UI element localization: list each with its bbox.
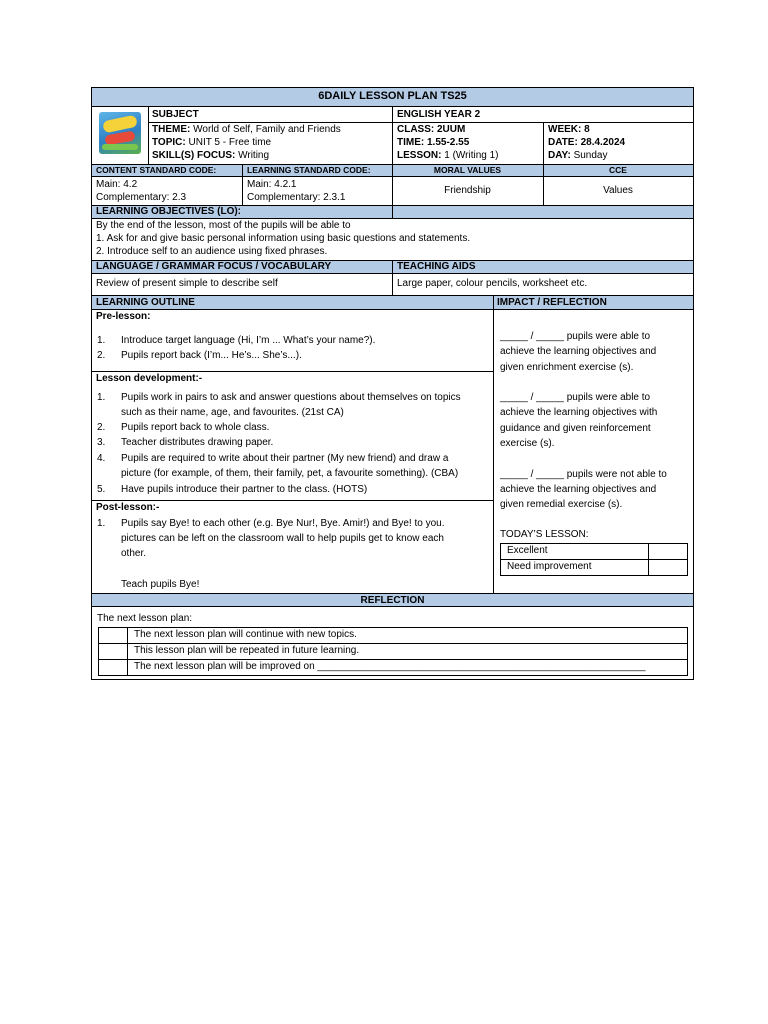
objectives-label: LEARNING OBJECTIVES (LO): xyxy=(96,206,242,217)
rating-excellent-checkbox[interactable] xyxy=(649,544,687,559)
learning-outline-label: LEARNING OUTLINE xyxy=(96,297,195,308)
post-lesson-label: Post-lesson:- xyxy=(96,502,160,513)
subject-value: ENGLISH YEAR 2 xyxy=(397,109,481,120)
objective-line: 1. Ask for and give basic personal information using basic questions and statements. xyxy=(96,233,471,244)
topic-line: TOPIC: UNIT 5 - Free time xyxy=(152,137,272,148)
list-item: Pupils report back to whole class. xyxy=(121,422,270,433)
rating-need-improvement: Need improvement xyxy=(507,561,592,572)
impact-reflection-label: IMPACT / REFLECTION xyxy=(497,297,607,308)
list-item: Teacher distributes drawing paper. xyxy=(121,437,274,448)
reflection-option: The next lesson plan will continue with new topics. xyxy=(134,629,357,640)
content-main: Main: 4.2 xyxy=(96,179,138,190)
reflection-option-checkbox[interactable] xyxy=(99,644,127,659)
content-standard-label: CONTENT STANDARD CODE: xyxy=(96,165,217,175)
content-complementary: Complementary: 2.3 xyxy=(96,192,187,203)
rating-need-improvement-checkbox[interactable] xyxy=(649,560,687,575)
impact-line: achieve the learning objectives and xyxy=(500,346,657,357)
subject-label: SUBJECT xyxy=(152,109,199,120)
objective-line: By the end of the lesson, most of the pupils will be able to xyxy=(96,220,351,231)
list-number: 3. xyxy=(97,437,106,448)
list-item: Pupils report back (I’m... He’s... She’s...). xyxy=(121,350,302,361)
post-lesson-note: Teach pupils Bye! xyxy=(121,579,200,590)
date-line: DATE: 28.4.2024 xyxy=(548,137,626,148)
list-number: 1. xyxy=(97,518,106,529)
reflection-intro: The next lesson plan: xyxy=(97,613,193,624)
impact-line: achieve the learning objectives and xyxy=(500,484,657,495)
teaching-aids-value: Large paper, colour pencils, worksheet etc. xyxy=(397,278,588,289)
theme-line: THEME: World of Self, Family and Friends xyxy=(152,124,341,135)
list-item: pictures can be left on the classroom wall to help pupils get to know each xyxy=(121,533,444,544)
cce-label: CCE xyxy=(609,165,627,175)
super-minds-logo xyxy=(99,112,141,154)
impact-line: _____ / _____ pupils were able to xyxy=(500,392,651,403)
lesson-plan-document xyxy=(91,87,694,680)
day-line: DAY: Sunday xyxy=(548,150,608,161)
list-number: 2. xyxy=(97,350,106,361)
list-number: 1. xyxy=(97,335,106,346)
teaching-aids-label: TEACHING AIDS xyxy=(397,261,476,272)
list-item: Have pupils introduce their partner to the class. (HOTS) xyxy=(121,484,368,495)
impact-line: _____ / _____ pupils were able to xyxy=(500,331,651,342)
list-item: Pupils are required to write about their partner (My new friend) and draw a xyxy=(121,453,449,464)
reflection-option: This lesson plan will be repeated in future learning. xyxy=(134,645,360,656)
impact-line: given enrichment exercise (s). xyxy=(500,362,634,373)
todays-lesson-label: TODAY’S LESSON: xyxy=(500,529,589,540)
list-item: such as their name, age, and favourites. (21st CA) xyxy=(121,407,344,418)
lesson-development-label: Lesson development:- xyxy=(96,373,203,384)
impact-line: achieve the learning objectives with xyxy=(500,407,658,418)
document-title: 6DAILY LESSON PLAN TS25 xyxy=(318,90,467,102)
lesson-line: LESSON: 1 (Writing 1) xyxy=(397,150,499,161)
language-value: Review of present simple to describe self xyxy=(96,278,278,289)
list-item: Introduce target language (Hi, I’m ... What’s your name?). xyxy=(121,335,376,346)
time-line: TIME: 1.55-2.55 xyxy=(397,137,470,148)
reflection-option-checkbox[interactable] xyxy=(99,660,127,675)
cce-value: Values xyxy=(603,185,633,196)
list-item: Pupils work in pairs to ask and answer questions about themselves on topics xyxy=(121,392,461,403)
learning-complementary: Complementary: 2.3.1 xyxy=(247,192,346,203)
list-number: 5. xyxy=(97,484,106,495)
list-number: 2. xyxy=(97,422,106,433)
moral-values-label: MORAL VALUES xyxy=(433,165,502,175)
moral-value: Friendship xyxy=(444,185,491,196)
class-line: CLASS: 2UUM xyxy=(397,124,466,135)
learning-main: Main: 4.2.1 xyxy=(247,179,297,190)
impact-line: given remedial exercise (s). xyxy=(500,499,623,510)
objective-line: 2. Introduce self to an audience using fixed phrases. xyxy=(96,246,328,257)
reflection-option-checkbox[interactable] xyxy=(99,628,127,643)
learning-standard-label: LEARNING STANDARD CODE: xyxy=(247,165,371,175)
list-item: other. xyxy=(121,548,147,559)
reflection-option: The next lesson plan will be improved on ___________________________________________________________ xyxy=(134,661,646,672)
impact-line: guidance and given reinforcement xyxy=(500,423,651,434)
language-label: LANGUAGE / GRAMMAR FOCUS / VOCABULARY xyxy=(96,261,332,272)
week-line: WEEK: 8 xyxy=(548,124,590,135)
list-item: picture (for example, of them, their family, pet, a favourite something). (CBA) xyxy=(121,468,459,479)
list-number: 4. xyxy=(97,453,106,464)
reflection-label: REFLECTION xyxy=(360,595,425,606)
skill-line: SKILL(S) FOCUS: Writing xyxy=(152,150,270,161)
impact-line: exercise (s). xyxy=(500,438,555,449)
pre-lesson-label: Pre-lesson: xyxy=(96,311,151,322)
impact-line: _____ / _____ pupils were not able to xyxy=(500,469,667,480)
list-number: 1. xyxy=(97,392,106,403)
rating-excellent: Excellent xyxy=(507,545,548,556)
list-item: Pupils say Bye! to each other (e.g. Bye Nur!, Bye. Amir!) and Bye! to you. xyxy=(121,518,445,529)
